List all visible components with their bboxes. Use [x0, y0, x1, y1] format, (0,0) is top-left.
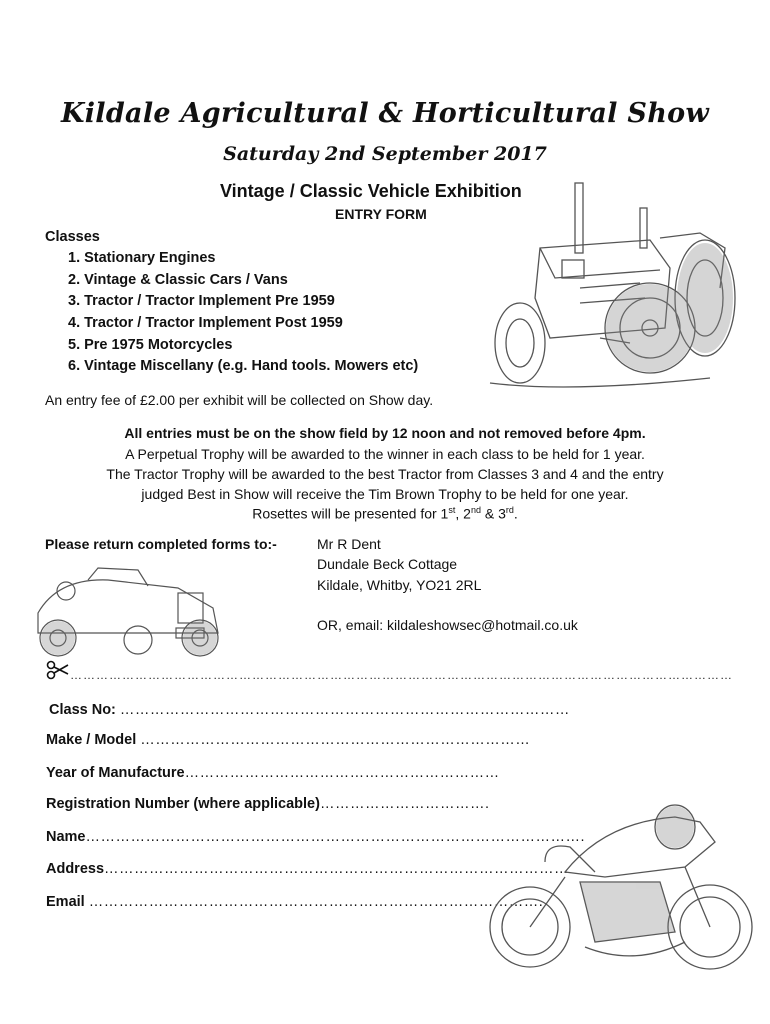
exhibition-heading: Vintage / Classic Vehicle Exhibition: [220, 181, 522, 201]
class-item: 2. Vintage & Classic Cars / Vans: [68, 272, 288, 288]
rosettes-end: .: [513, 505, 518, 522]
field-line: …………………………………………………………………………………: [104, 861, 570, 877]
tractor-trophy-text: The Tractor Trophy will be awarded to the best Tractor from Classes 3 and 4 and the entry: [106, 466, 664, 482]
vintage-car-illustration: [28, 558, 228, 660]
year-of-manufacture-field[interactable]: [46, 765, 500, 781]
make-model-field[interactable]: [46, 732, 530, 748]
class-item: 4. Tractor / Tractor Implement Post 1959: [68, 315, 343, 331]
field-line: ……………………………………………………………………………….: [88, 894, 544, 910]
tractor-illustration: [480, 178, 740, 400]
field-label: Make / Model: [46, 732, 141, 748]
ordinal-suffix: nd: [470, 505, 481, 515]
classes-label: Classes: [45, 229, 100, 245]
entry-fee-text: An entry fee of £2.00 per exhibit will be collected on Show day.: [45, 392, 434, 408]
field-line: ……………………………………………………………………………………….: [85, 829, 586, 845]
field-label: Email: [46, 894, 89, 910]
rosettes-sep: & 3: [480, 505, 506, 522]
show-date: Saturday 2nd September 2017: [223, 143, 547, 165]
ordinal-suffix: rd: [505, 505, 514, 515]
cut-line: ………………………………………………………………………………………………………………………………………: [70, 668, 733, 682]
return-label: Please return completed forms to:-: [45, 536, 277, 552]
class-no-field[interactable]: [49, 702, 570, 718]
class-item: 1. Stationary Engines: [68, 250, 216, 266]
class-item: 6. Vintage Miscellany (e.g. Hand tools. Mowers etc): [68, 358, 419, 374]
return-address-line1: Dundale Beck Cottage: [317, 556, 458, 572]
field-line: ………………………………………………………: [184, 765, 500, 781]
field-label: Name: [46, 829, 86, 845]
class-item: 5. Pre 1975 Motorcycles: [68, 337, 233, 353]
scissors-icon: [46, 660, 70, 680]
entry-form-heading: ENTRY FORM: [335, 206, 427, 222]
field-label: Registration Number (where applicable): [46, 796, 320, 812]
rosettes-sep: , 2: [455, 505, 471, 522]
motorcycle-illustration: [485, 782, 760, 997]
field-label: Year of Manufacture: [46, 765, 185, 781]
entry-deadline-text: All entries must be on the show field by 12 noon and not removed before 4pm.: [124, 425, 646, 441]
field-line: ………………………………………………………………………………: [119, 702, 570, 718]
class-item: 3. Tractor / Tractor Implement Pre 1959: [68, 293, 335, 309]
email-field[interactable]: [46, 894, 543, 910]
ordinal-suffix: st: [448, 505, 456, 515]
return-address-line2: Kildale, Whitby, YO21 2RL: [317, 577, 482, 593]
return-email[interactable]: OR, email: kildaleshowsec@hotmail.co.uk: [317, 617, 578, 633]
rosettes-lead: Rosettes will be presented for 1: [252, 505, 449, 522]
field-line: …………………………….: [319, 796, 490, 812]
field-label: Class No:: [49, 702, 120, 718]
show-title: Kildale Agricultural & Horticultural Show: [60, 98, 710, 129]
field-line: ……………………………………………………………………: [140, 732, 531, 748]
trophy-text: A Perpetual Trophy will be awarded to the winner in each class to be held for 1 year.: [125, 446, 645, 462]
return-name: Mr R Dent: [317, 536, 381, 552]
best-in-show-text: judged Best in Show will receive the Tim Brown Trophy to be held for one year.: [141, 486, 629, 502]
rosettes-text: [0, 505, 770, 522]
registration-number-field[interactable]: [46, 796, 489, 812]
field-label: Address: [46, 861, 105, 877]
